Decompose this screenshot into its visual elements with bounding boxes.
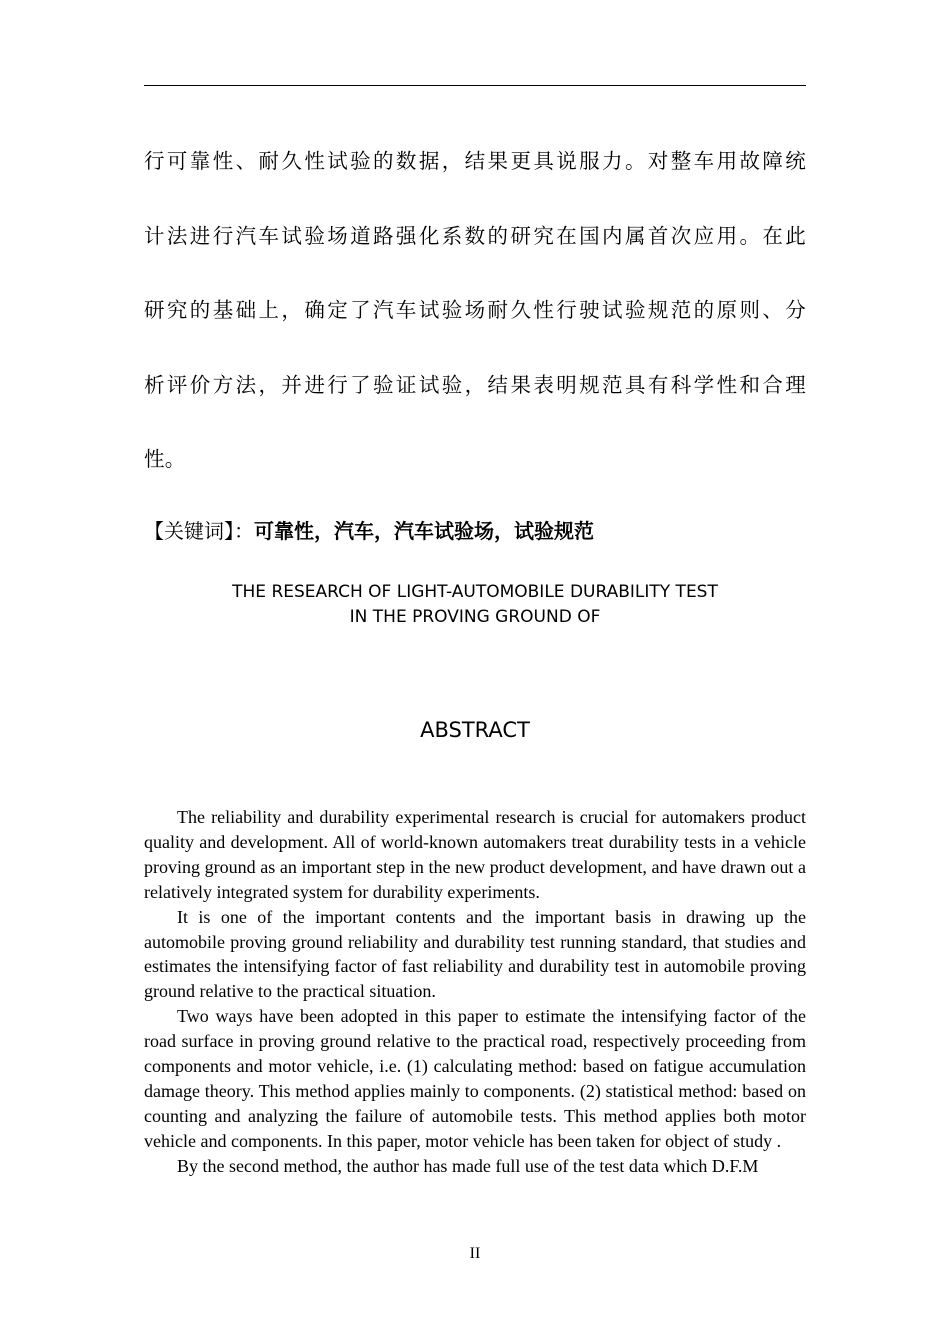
english-abstract-paragraph: It is one of the important contents and the important basis in drawing up the automobile proving ground reliability and durability test running standard, that studies and estimates the intensifying factor of fast reliability and durability test in automobile proving ground relative to the practical situation. — [144, 906, 806, 1002]
keywords-label: 【关键词】： — [144, 519, 254, 543]
keywords-value: 可靠性，汽车，汽车试验场，试验规范 — [254, 519, 594, 543]
english-title-line-1: THE RESEARCH OF LIGHT-AUTOMOBILE DURABILITY TEST — [232, 582, 718, 602]
english-title — [144, 580, 806, 630]
english-title-line-2: IN THE PROVING GROUND OF — [349, 607, 601, 627]
page-number: II — [469, 1245, 481, 1262]
chinese-abstract-line: 性。 — [144, 447, 186, 471]
english-abstract-paragraph: The reliability and durability experimental research is crucial for automakers product quality and development. All of world-known automakers treat durability tests in a vehicle proving ground as an important step in the new product development, and have drawn out a relatively integrated system for durability experiments. — [144, 807, 806, 902]
chinese-abstract-line: 研究的基础上，确定了汽车试验场耐久性行驶试验规范的原则、分 — [144, 298, 806, 322]
chinese-abstract-line: 行可靠性、耐久性试验的数据，结果更具说服力。对整车用故障统 — [144, 149, 806, 173]
chinese-abstract-line: 计法进行汽车试验场道路强化系数的研究在国内属首次应用。在此 — [144, 223, 806, 248]
keywords-line — [144, 516, 594, 546]
english-abstract-body — [144, 805, 806, 1179]
chinese-abstract-paragraph — [144, 124, 806, 497]
english-abstract-paragraph: By the second method, the author has made full use of the test data which D.F.M — [177, 1155, 759, 1176]
abstract-heading: ABSTRACT — [420, 718, 530, 742]
english-abstract-paragraph: Two ways have been adopted in this paper to estimate the intensifying factor of the road surface in proving ground relative to the practical road, respectively proceeding from components and motor vehicle, i.e. (1) calculating method: based on fatigue accumulation damage theory. This method applies mainly to components. (2) statistical method: based on counting and analyzing the failure of automobile tests. This method applies both motor vehicle and components. In this paper, motor vehicle has been taken for object of study . — [144, 1006, 806, 1151]
chinese-abstract-line: 析评价方法，并进行了验证试验，结果表明规范具有科学性和合理 — [144, 372, 806, 397]
header-rule — [144, 85, 806, 86]
